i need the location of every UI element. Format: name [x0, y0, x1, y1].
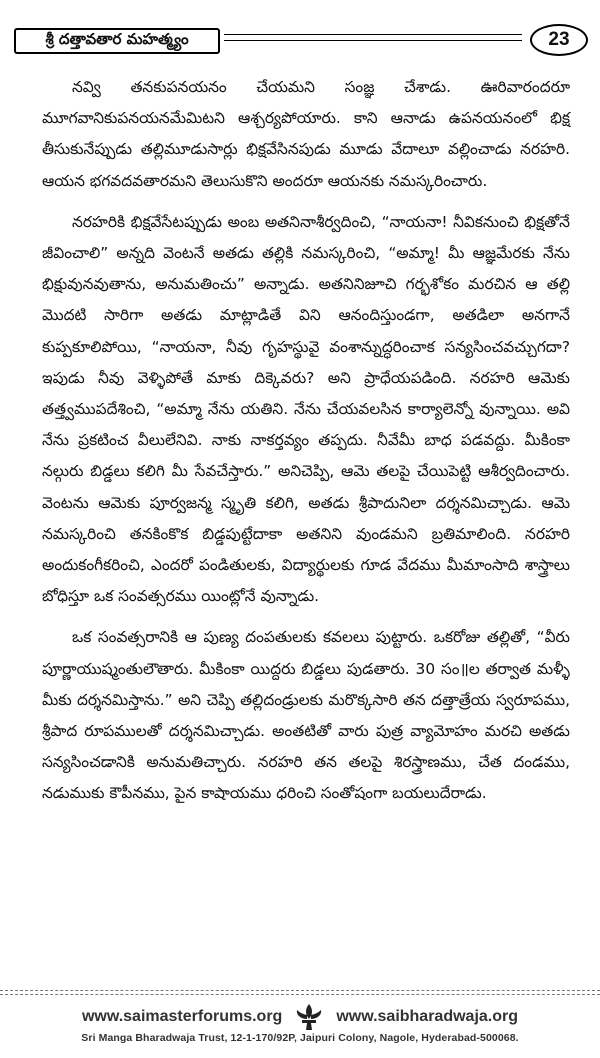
- paragraph-2: నరహరికి భిక్షవేసేటప్పుడు అంబ అతనినాశీర్వదించి, “నాయనా! నీవికనుంచి భిక్షతోనే జీవించాలి” అన్నది వెంటనే అతడు తల్లికి నమస్కరించి, “అమ్మా! మీ ఆజ్ఞమేరకు నేను భిక్షువునవుతాను, అనుమతించు” అన్నాడు. అతనినిజూచి గర్భశోకం మరచిన ఆ తల్లి మొదటి సారిగా అతడు మాట్లాడితే విని ఆనందిస్తుండగా, అతడిలా అనగానే కుప్పకూలిపోయి, “నాయనా, నీవు గృహస్థువై వంశాన్నుద్ధరించాక సన్యసించవచ్చుగదా? ఇపుడు నీవు వెళ్ళిపోతే మాకు దిక్కెవరు? అని ప్రాధేయపడింది. నరహరి ఆమెకు తత్త్వముపదేశించి, “అమ్మా నేను యతిని. నేను చేయవలసిన కార్యాలెన్నో వున్నాయి. అవి నేను ప్రకటించ వీలులేనివి. నాకు నాకర్తవ్యం తప్పదు. నీవేమీ బాధ పడవద్దు. మీకింకా నల్గురు బిడ్డలు కలిగి మీ సేవచేస్తారు.” అనిచెప్పి, ఆమె తలపై చేయిపెట్టి ఆశీర్వదించారు. వెంటను ఆమెకు పూర్వజన్మ స్మృతి కలిగి, అతడు శ్రీపాదునిలా దర్శనమిచ్చాడు. ఆమె నమస్కరించి తనకింకొక బిడ్డపుట్టేదాకా అతనిని వుండమని బ్రతిమాలింది. నరహరి అందుకంగీకరించి, ఎందరో పండితులకు, విద్యార్థులకు గూడ వేదము మీమాంసాది శాస్త్రాలు బోధిస్తూ ఒక సంవత్సరము యింట్లోనే వున్నాడు.: [42, 212, 570, 606]
- paragraph-1: నవ్వి తనకుపనయనం చేయమని సంజ్ఞ చేశాడు. ఊరివారందరూ మూగవానికుపనయనమేమిటని ఆశ్చర్యపోయారు. కాని ఆనాడు ఉపనయనంలో భిక్ష తీసుకునేప్పుడు తల్లిమూడుసార్లు భిక్షవేసినపుడు మూడు వేదాలూ వల్లించాడు నరహరి. ఆయన భగవదవతారమని తెలుసుకొని అందరూ ఆయనకు నమస్కరించారు.: [42, 78, 570, 190]
- trust-address: Sri Manga Bharadwaja Trust, 12-1-170/92P, Jaipuri Colony, Nagole, Hyderabad-500068.: [81, 1032, 519, 1044]
- fleur-de-lis-icon: [292, 1002, 326, 1032]
- site-link-left[interactable]: www.saimasterforums.org: [81, 1008, 283, 1025]
- page-number: 23: [530, 24, 588, 56]
- body-text: [42, 72, 570, 820]
- paragraph-3: ఒక సంవత్సరానికి ఆ పుణ్య దంపతులకు కవలలు పుట్టారు. ఒకరోజు తల్లితో, “వీరు పూర్ణాయుష్మంతులౌతారు. మీకింకా యిద్దరు బిడ్డలు పుడతారు. 30 సం॥ల తర్వాత మళ్ళీ మీకు దర్శనమిస్తాను.” అని చెప్పి తల్లిదండ్రులకు మరొక్కసారి తన దత్తాత్రేయ స్వరూపము, శ్రీపాద రూపములతో దర్శనమిచ్చాడు. అంతటితో వారు పుత్ర వ్యామోహం మరచి అతడు సన్యసించడానికి అనుమతిచ్చారు. నరహరి తన తలపై శిరస్త్రాణము, చేత దండము, నడుముకు కౌపీనము, పైన కాషాయము ధరించి సంతోషంగా బయలుదేరాడు.: [42, 628, 570, 803]
- site-link-right[interactable]: www.saibharadwaja.org: [336, 1008, 519, 1025]
- footer-divider-second: [0, 994, 600, 995]
- footer-divider: [0, 990, 600, 991]
- page-header: [10, 20, 592, 60]
- book-title: శ్రీ దత్తావతార మహత్మ్యం: [14, 28, 220, 54]
- page-footer: [0, 1002, 600, 1050]
- header-rule-lines: [224, 34, 522, 46]
